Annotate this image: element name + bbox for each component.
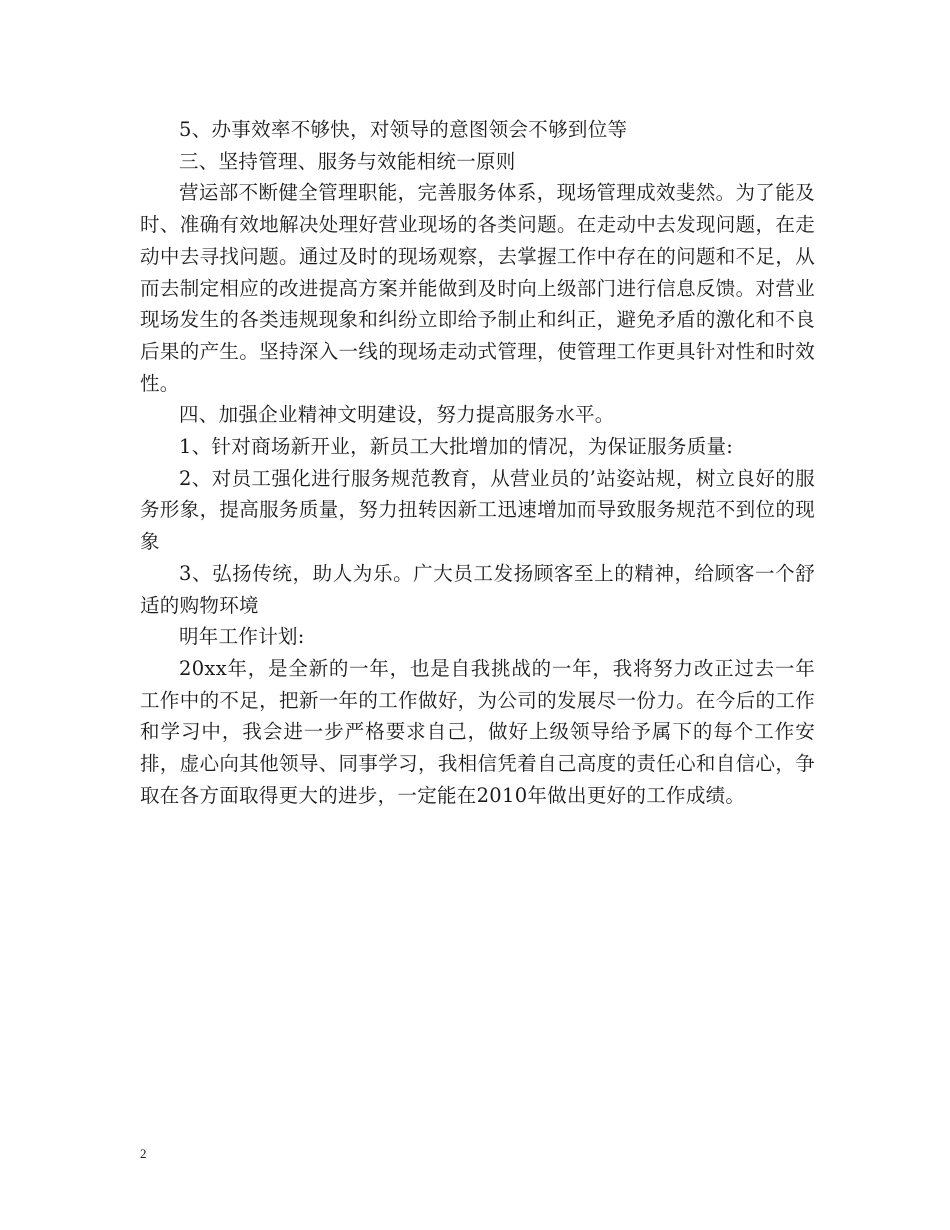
heading-section-three: 三、坚持管理、服务与效能相统一原则 <box>179 149 516 173</box>
page-number: 2 <box>140 1146 147 1161</box>
paragraph-operations-management: 营运部不断健全管理职能，完善服务体系，现场管理成效斐然。为了能及时、准确有效地解决处理好营业现场的各类问题。在走动中去发现问题，在走动中去寻找问题。通过及时的现场观察，去掌握工作中存在的问题和不足，从而去制定相应的改进提高方案并能做到及时向上级部门进行信息反馈。对营业现场发生的各类违规现象和纠纷立即给予制止和纠正，避免矛盾的激化和不良后果的产生。坚持深入一线的现场走动式管理，使管理工作更具针对性和时效性。 <box>140 181 815 395</box>
paragraph-item-1: 1、针对商场新开业，新员工大批增加的情况，为保证服务质量: <box>179 435 734 459</box>
paragraph-efficiency-issue: 5、办事效率不够快，对领导的意图领会不够到位等 <box>179 118 628 141</box>
paragraph-item-2: 2、对员工强化进行服务规范教育，从营业员的’站姿站规，树立良好的服务形象，提高服务质量，努力扭转因新工迅速增加而导致服务规范不到位的现象 <box>140 466 815 554</box>
heading-section-four: 四、加强企业精神文明建设，努力提高服务水平。 <box>179 403 615 427</box>
document-body <box>140 114 815 811</box>
paragraph-next-year-plan: 20xx年，是全新的一年，也是自我挑战的一年，我将努力改正过去一年工作中的不足，把新一年的工作做好，为公司的发展尽一份力。在今后的工作和学习中，我会进一步严格要求自己，做好上级领导给予属下的每个工作安排，虚心向其他领导、同事学习，我相信凭着自己高度的责任心和自信心，争取在各方面取得更大的进步，一定能在2010年做出更好的工作成绩。 <box>140 656 815 807</box>
heading-next-year-plan: 明年工作计划: <box>179 625 305 649</box>
paragraph-item-3: 3、弘扬传统，助人为乐。广大员工发扬顾客至上的精神，给顾客一个舒适的购物环境 <box>140 561 815 617</box>
